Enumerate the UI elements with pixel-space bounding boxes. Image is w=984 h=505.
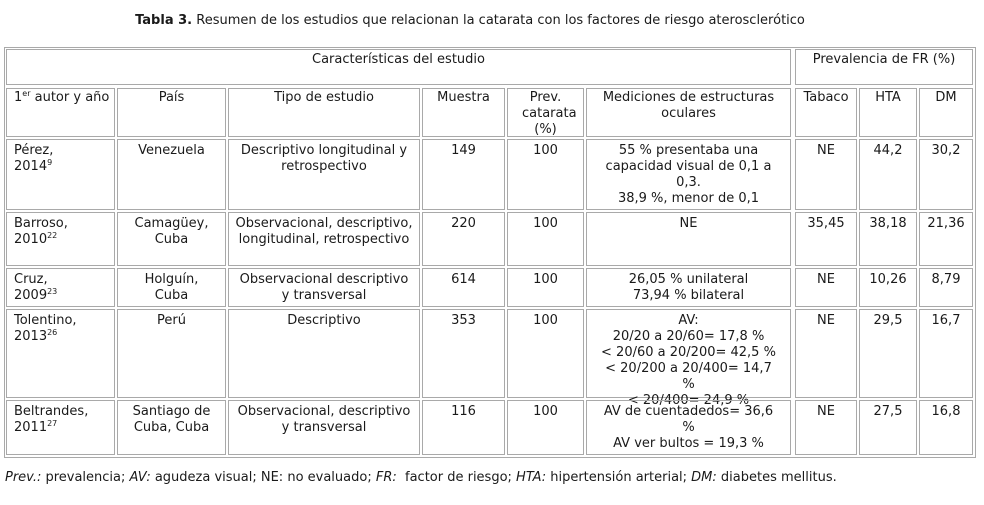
- caption-label: Tabla 3.: [135, 13, 193, 28]
- column-label-country: País: [158, 90, 185, 105]
- cell-value-country: Holguín, Cuba: [144, 272, 199, 303]
- measurement-line: 73,94 % bilateral: [632, 288, 745, 303]
- cell-value-hta: 27,5: [873, 404, 903, 419]
- row-4-type: [228, 309, 420, 398]
- row-3-tabaco: [795, 268, 857, 307]
- cell-value-prev: 100: [533, 313, 558, 328]
- header-study-characteristics: [6, 49, 791, 85]
- measurement-line: AV:: [678, 313, 699, 328]
- row-2-country: [117, 212, 226, 266]
- row-2-author: [6, 212, 115, 266]
- table-footnote: [5, 470, 837, 485]
- cell-value-type: Observacional, descriptivo y transversal: [237, 404, 411, 435]
- row-2-prev: [507, 212, 584, 266]
- column-header-sample: [422, 88, 505, 137]
- author-name: Cruz, 2009: [14, 272, 48, 303]
- footnote-abbr: DM:: [691, 470, 717, 485]
- cell-value-hta: 10,26: [869, 272, 907, 287]
- measurement-line: 20/20 a 20/60= 17,8 %: [612, 329, 765, 344]
- measurement-line: AV de cuentadedos= 36,6 %: [603, 404, 774, 435]
- cell-value-dm: 8,79: [931, 272, 961, 287]
- column-label-dm: DM: [935, 90, 957, 105]
- column-author-post: autor y año: [30, 90, 110, 105]
- header-prevalence-fr: [795, 49, 973, 85]
- reference-number: 27: [47, 419, 58, 428]
- author-name: Beltrandes, 2011: [14, 404, 89, 435]
- table-caption: [0, 13, 940, 28]
- column-label-measurements: Mediciones de estructuras oculares: [602, 90, 775, 121]
- row-1-measurements: [586, 139, 791, 210]
- footnote-definition: hipertensión arterial;: [546, 470, 692, 485]
- footnote-definition: diabetes mellitus.: [716, 470, 837, 485]
- cell-value-prev: 100: [533, 272, 558, 287]
- row-2-dm: [919, 212, 973, 266]
- cell-value-sample: 116: [451, 404, 476, 419]
- row-5-measurements: [586, 400, 791, 455]
- measurement-line: < 20/60 a 20/200= 42,5 %: [601, 345, 776, 360]
- header-prevalence-label: Prevalencia de FR (%): [812, 52, 956, 67]
- author-name: Barroso, 2010: [14, 216, 68, 247]
- row-2-type: [228, 212, 420, 266]
- footnote-abbr: HTA:: [516, 470, 547, 485]
- cell-value-dm: 16,7: [931, 313, 961, 328]
- measurement-line: 55 % presentaba una capacidad visual de 0,1 a 0,3.: [605, 143, 772, 190]
- author-name: Tolentino, 2013: [14, 313, 77, 344]
- row-3-dm: [919, 268, 973, 307]
- measurement-line: < 20/200 a 20/400= 14,7 %: [605, 361, 772, 392]
- column-label-hta: HTA: [875, 90, 901, 105]
- cell-value-tabaco: NE: [817, 313, 835, 328]
- cell-value-sample: 614: [451, 272, 476, 287]
- row-5-author: [6, 400, 115, 455]
- row-5-sample: [422, 400, 505, 455]
- row-5-tabaco: [795, 400, 857, 455]
- measurement-line: NE: [679, 216, 698, 231]
- cell-value-sample: 353: [451, 313, 476, 328]
- row-3-hta: [859, 268, 917, 307]
- reference-number: 23: [47, 287, 58, 296]
- column-label-prev-catarata: Prev. catarata (%): [522, 90, 577, 137]
- footnote-abbr: AV:: [129, 470, 151, 485]
- row-4-tabaco: [795, 309, 857, 398]
- row-2-measurements: [586, 212, 791, 266]
- row-5-type: [228, 400, 420, 455]
- cell-value-country: Camagüey, Cuba: [134, 216, 209, 247]
- row-1-hta: [859, 139, 917, 210]
- row-3-sample: [422, 268, 505, 307]
- row-1-author: [6, 139, 115, 210]
- cell-value-dm: 30,2: [931, 143, 961, 158]
- cell-value-hta: 29,5: [873, 313, 903, 328]
- cell-value-type: Observacional descriptivo y transversal: [239, 272, 409, 303]
- column-label-sample: Muestra: [437, 90, 490, 105]
- cell-value-prev: 100: [533, 216, 558, 231]
- cell-value-prev: 100: [533, 404, 558, 419]
- footnote-abbr: Prev.:: [5, 470, 42, 485]
- cell-value-sample: 149: [451, 143, 476, 158]
- footnote-definition: agudeza visual; NE: no evaluado;: [150, 470, 376, 485]
- cell-value-country: Santiago de Cuba, Cuba: [132, 404, 211, 435]
- column-header-type: [228, 88, 420, 137]
- column-author-pre: 1: [14, 90, 23, 105]
- row-5-prev: [507, 400, 584, 455]
- row-4-author: [6, 309, 115, 398]
- footnote-abbr: FR:: [375, 470, 397, 485]
- row-3-measurements: [586, 268, 791, 307]
- column-author-sup: er: [22, 89, 31, 98]
- row-1-country: [117, 139, 226, 210]
- cell-value-hta: 44,2: [873, 143, 903, 158]
- row-3-country: [117, 268, 226, 307]
- reference-number: 22: [47, 231, 58, 240]
- cell-value-tabaco: NE: [817, 143, 835, 158]
- row-5-dm: [919, 400, 973, 455]
- cell-value-sample: 220: [451, 216, 476, 231]
- column-header-measurements: [586, 88, 791, 137]
- row-5-country: [117, 400, 226, 455]
- column-label-type: Tipo de estudio: [274, 90, 374, 105]
- footnote-definition: prevalencia;: [41, 470, 130, 485]
- column-label-tabaco: Tabaco: [803, 90, 849, 105]
- cell-value-tabaco: 35,45: [807, 216, 845, 231]
- cell-value-country: Venezuela: [138, 143, 205, 158]
- row-5-hta: [859, 400, 917, 455]
- row-1-prev: [507, 139, 584, 210]
- cell-value-tabaco: NE: [817, 272, 835, 287]
- cell-value-hta: 38,18: [869, 216, 907, 231]
- measurement-line: < 20/400= 24,9 %: [627, 393, 750, 408]
- cell-value-type: Descriptivo longitudinal y retrospectivo: [240, 143, 408, 174]
- author-name: Pérez, 2014: [14, 143, 54, 174]
- cell-value-country: Perú: [157, 313, 186, 328]
- row-2-tabaco: [795, 212, 857, 266]
- footnote-definition: factor de riesgo;: [396, 470, 517, 485]
- row-1-tabaco: [795, 139, 857, 210]
- column-header-dm: [919, 88, 973, 137]
- row-4-country: [117, 309, 226, 398]
- row-3-prev: [507, 268, 584, 307]
- row-4-dm: [919, 309, 973, 398]
- row-4-prev: [507, 309, 584, 398]
- cell-value-type: Observacional, descriptivo, longitudinal, retrospectivo: [235, 216, 413, 247]
- row-4-sample: [422, 309, 505, 398]
- column-header-prev-catarata: [507, 88, 584, 137]
- cell-value-tabaco: NE: [817, 404, 835, 419]
- caption-text: Resumen de los estudios que relacionan la catarata con los factores de riesgo aterosclerótico: [192, 13, 805, 28]
- measurement-line: 26,05 % unilateral: [628, 272, 749, 287]
- row-1-dm: [919, 139, 973, 210]
- row-2-sample: [422, 212, 505, 266]
- column-header-hta: [859, 88, 917, 137]
- row-3-author: [6, 268, 115, 307]
- cell-value-dm: 21,36: [927, 216, 965, 231]
- reference-number: 26: [47, 328, 58, 337]
- column-header-author: [6, 88, 115, 137]
- header-study-label: Características del estudio: [312, 52, 485, 67]
- row-4-hta: [859, 309, 917, 398]
- cell-value-dm: 16,8: [931, 404, 961, 419]
- row-1-sample: [422, 139, 505, 210]
- cell-value-prev: 100: [533, 143, 558, 158]
- reference-number: 9: [47, 158, 53, 167]
- measurement-line: AV ver bultos = 19,3 %: [613, 436, 764, 451]
- cell-value-type: Descriptivo: [287, 313, 361, 328]
- row-3-type: [228, 268, 420, 307]
- column-header-country: [117, 88, 226, 137]
- measurement-line: 38,9 %, menor de 0,1: [617, 191, 760, 206]
- row-4-measurements: [586, 309, 791, 408]
- row-1-type: [228, 139, 420, 210]
- row-2-hta: [859, 212, 917, 266]
- column-header-tabaco: [795, 88, 857, 137]
